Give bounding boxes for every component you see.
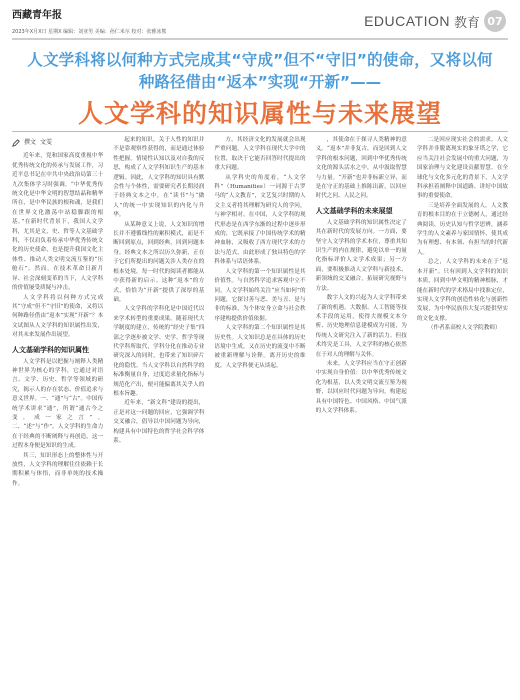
header-rule [12,38,508,40]
paragraph: 起来的知识。关于人性的知识并不是靠观察性获得的，而是通过体验性把握。情境性认知以及对自我的反思，构成了人文学科知识生产的基本逻辑。因此，人文学科的知识具有默会性与个体性，需要研究者长期浸润于经典文本之中，在“读书”与“做人”的统一中实现知识的内化与升华。 [113,137,205,219]
paragraph: 从某种意义上说，人文知识的增长并不遵循线性的累积模式，而是不断回到原点，回到经典，回到问题本身。经典文本之所以历久弥新，正在于它们所提出的问题关涉人类存在的根本处境，每一时代的阅读者都能从中获得新的启示。这种“返本”的方式，恰恰为“开新”提供了深厚的基础。 [113,221,205,303]
paragraph: 未来，人文学科应当在守正创新中实现自身价值：以中华优秀传统文化为根基，以人类文明交流互鉴为视野，以回应时代问题为导向，构建起具有中国特色、中国风格、中国气派的人文学科体系。 [315,360,407,414]
section-english: EDUCATION [364,13,450,29]
issue-info: 2023年X月X日 星期X 编辑：刘亚男 美编：孙仁米尔 校对：张雅冰熊 [12,29,167,35]
paragraph: 二是回应现实社会的需求。人文学科并非脱离现实的象牙塔之学，它应当关注社会发展中的重大问题，为国家治理与文化建设贡献智慧。在全球化与文化多元化的背景下，人文学科承担着阐释中国道路、讲好中国故事的重要使命。 [416,137,508,200]
page-number-badge: 07 [484,10,506,32]
byline-label: 撰文 [24,139,37,146]
paragraph: 人文学科的学科化是中国近代以来学术转型的重要成果。随着现代大学制度的建立，传统的“经史子集”四部之学逐步被文学、史学、哲学等现代学科所取代，学科分化在推动专业研究深入的同时，也带来了知识碎片化的隐忧。当人文学科以自然科学的标准衡量自身，过度追求量化指标与规范化产出，便可能偏离其关乎人的根本旨趣。 [113,306,205,397]
section-heading: 人文基础学科的知识属性 [12,345,89,354]
section-heading: 人文基础学科的未来展望 [315,206,393,215]
paragraph: 近年来，党和国家高度重视中华优秀传统文化的传承与发展工作，习近平总书记在中共中央政治局第三十九次集体学习时强调，“中华优秀传统文化是中华文明的智慧结晶和精华所在，是中华民族的根和魂，是我们在世界文化激荡中站稳脚跟的根基。”在新时代背景下，我国人文学科，尤其是文、史、哲等人文基础学科，不仅肩负着传承中华优秀传统文化的历史使命，也是提升我国文化主体性、推动人类文明交流互鉴的“压舱石”。然而，在技术革命日新月异、社会深刻变革的当下，人文学科的价值屡受质疑与冲击。 [12,153,104,292]
headline-kicker-line1: 人文学科将以何种方式完成其“守成”但不“守旧”的使命，又将以何 [27,51,493,69]
paragraph: 其三，知识形态上的整体性与开放性，人文学科的理解往往依赖于长期积累与体悟，而非单纯的技术操作。 [12,452,104,487]
article-column [113,136,204,692]
article-column [417,136,508,692]
article-column [316,136,407,692]
paragraph: 人文基础学科的知识属性决定了其在新时代的发展方向。一方面，要坚守人文学科的学术本位，尊重其知识生产的内在规律，避免以单一的量化指标评价人文学术成果；另一方面，要积极推动人文学科与新技术、新领域的交叉融合，拓展研究视野与方法。 [315,219,407,292]
paragraph: 数字人文的兴起为人文学科带来了新的机遇。大数据、人工智能等技术手段的运用，使得大规模文本分析、历史地理信息建模成为可能，为传统人文研究注入了新的活力。但技术终究是工具，人文学科的核心依然在于对人的理解与关怀。 [315,295,407,358]
headline-main-title: 人文学科的知识属性与未来展望 [77,99,442,128]
article-column [214,136,305,692]
headline-divider [12,131,508,132]
section-label [364,10,480,32]
paragraph: 总之，人文学科的未来在于“返本开新”。只有回到人文学科的知识本质，回到中华文明的精神根脉，才能在新时代的学术格局中找准定位，实现人文学科的创造性转化与创新性发展，为中华民族伟大复兴提供坚实的文化支撑。 [416,259,508,322]
paragraph: 人文学科是以把握与阐释人类精神世界为核心的学科，它通过对语言、文学、历史、哲学等领域的研究，揭示人的存在状态、价值追求与意义世界。一、“通”与“古”。中国传统学术讲求“通”，所谓“通古今之变，成一家之言”。二、“述”与“作”。人文学科的生命力在于经典的不断阐释与再创造，这一过程本身便是知识的生成。 [12,358,104,450]
byline-author: 文雯 [40,139,53,146]
pen-icon [12,139,20,147]
paragraph: 三是培养全面发展的人。人文教育的根本目的在于立德树人，通过经典阅读、历史认知与哲学思辨，涵养学生的人文素养与家国情怀，使其成为有理想、有本领、有担当的时代新人。 [416,202,508,256]
paragraph: ，其使命在于探寻人类精神的意义。“返本”并非复古，而是回到人文学科的根本问题，回到中华优秀传统文化的源头活水之中，从中汲取智慧与力量。“开新”也并非标新立异，而是在守正的基础上推陈出新，以回应时代之问、人民之问。 [315,137,407,200]
paragraph: 方，其经济文化的发展就会出现严重问题。人文学科在现代大学中的位置，取决于它能否回答时代提出的重大问题。 [214,137,306,172]
paragraph: 人文学科的第一个知识属性是其价值性。与自然科学追求客观中立不同，人文学科始终关注“应当如何”的问题，它探讨善与恶、美与丑、是与非的标准，为个体安身立命与社会秩序建构提供价值依据。 [214,268,306,322]
paragraph: 近年来，“新文科”建设的提出，正是对这一问题的回应，它强调学科交叉融合，倡导以中国问题为导向，构建具有中国特色的哲学社会科学体系。 [113,400,205,444]
paragraph: 从学科史的角度看，“人文学科”（Humanities）一词源于古罗马的“人文教育”，文艺复兴时期的人文主义者将其理解为研究人的学问，与神学相对。在中国，人文学科的现代形态是在西学东渐的过程中逐步形成的，它既承接了中国传统学术的精神血脉，又吸收了西方现代学术的方法与范式，由此形成了独具特色的学科体系与话语体系。 [214,174,306,266]
article-body [12,136,508,692]
byline [12,138,103,147]
masthead [0,0,520,44]
newspaper-name: 西藏青年报 [12,10,62,21]
paragraph: 人文学科将以何种方式完成其“守成”但不“守旧”的使命，又将以何种路径借由“返本”实现“开新”？本文试图从人文学科的知识属性出发，对其未来发展作出展望。 [12,294,104,339]
paragraph: （作者系高校人文学院教师） [427,325,501,332]
section-chinese: 教育 [453,15,480,31]
headline-kicker-line2: 种路径借由“返本”实现“开新”—— [138,73,382,91]
article-column [12,136,103,692]
paragraph: 人文学科的第二个知识属性是其历史性。人文知识总是在具体的历史语境中生成，又在历史的流变中不断被重新理解与诠释。离开历史的维度，人文学科便无从谈起。 [214,325,306,369]
